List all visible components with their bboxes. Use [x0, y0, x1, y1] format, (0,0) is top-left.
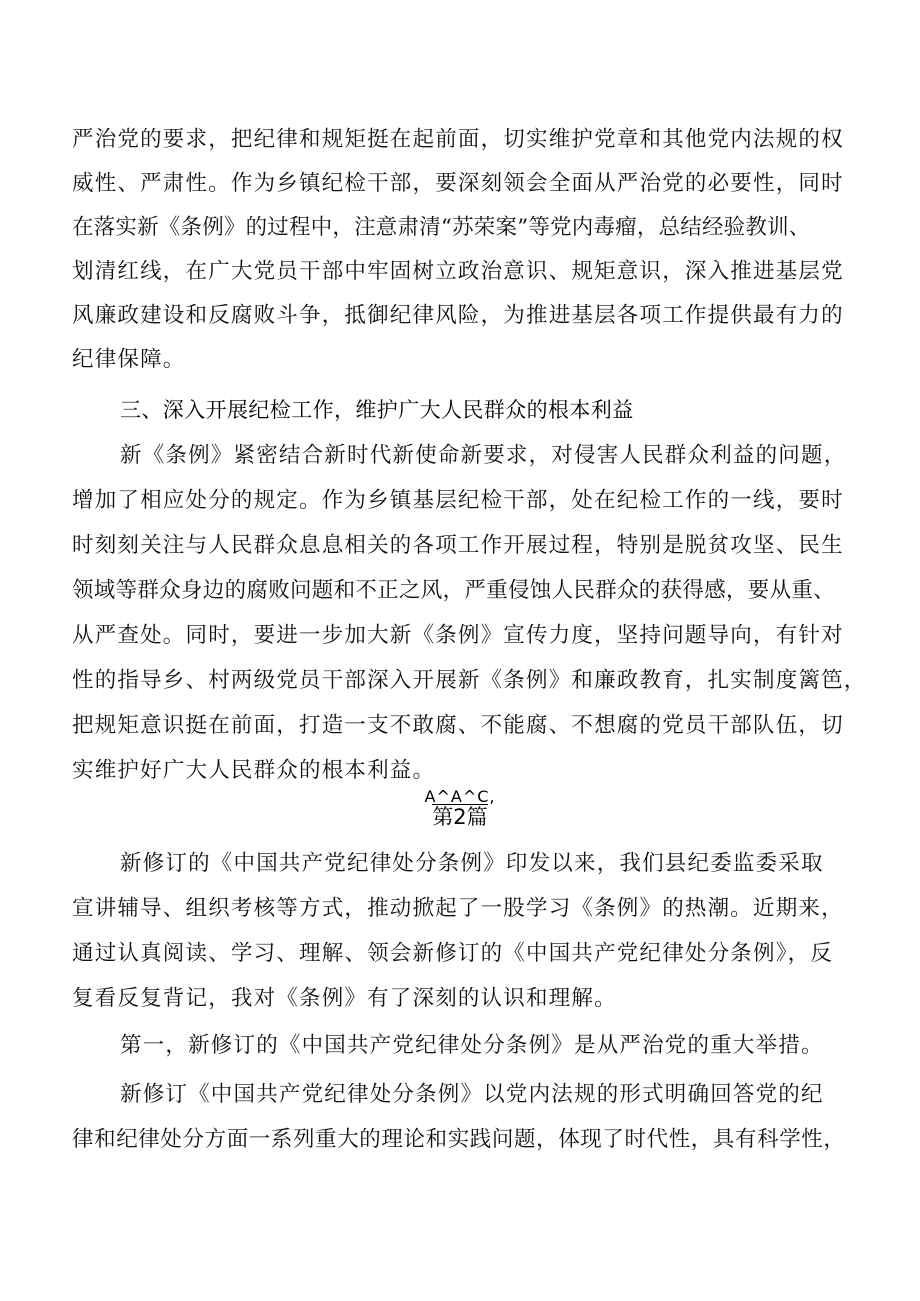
paragraph-2-line-1: 新《条例》紧密结合新时代新使命新要求，对侵害人民群众利益的问题，: [120, 443, 847, 468]
paragraph-1-line-2: 威性、严肃性。作为乡镇纪检干部，要深刻领会全面从严治党的必要性，同时: [72, 171, 844, 196]
paragraph-1-line-4: 划清红线，在广大党员干部中牢固树立政治意识、规矩意识，深入推进基层党: [72, 259, 844, 284]
section-title: 第2篇: [432, 805, 488, 829]
section-marker: A^A^C,: [424, 787, 496, 806]
section-title-block: [0, 787, 920, 830]
paragraph-1-line-6: 纪律保障。: [72, 347, 186, 372]
paragraph-4: 第一，新修订的《中国共产党纪律处分条例》是从严治党的重大举措。: [120, 1033, 824, 1058]
paragraph-3-line-4: 复看反复背记，我对《条例》有了深刻的认识和理解。: [72, 986, 617, 1011]
paragraph-2-line-7: 把规矩意识挺在前面，打造一支不敢腐、不能腐、不想腐的党员干部队伍，切: [72, 713, 844, 738]
paragraph-1-line-3: 在落实新《条例》的过程中，注意肃清“苏荣案”等党内毒瘤，总结经验教训、: [72, 215, 811, 240]
paragraph-2-line-8: 实维护好广大人民群众的根本利益。: [72, 758, 436, 783]
paragraph-1-line-5: 风廉政建设和反腐败斗争，抵御纪律风险，为推进基层各项工作提供最有力的: [72, 303, 844, 328]
paragraph-2-line-2: 增加了相应处分的规定。作为乡镇基层纪检干部，处在纪检工作的一线，要时: [72, 488, 844, 513]
paragraph-2-line-3: 时刻刻关注与人民群众息息相关的各项工作开展过程，特别是脱贫攻坚、民生: [72, 533, 844, 558]
paragraph-3-line-2: 宣讲辅导、组织考核等方式，推动掀起了一股学习《条例》的热潮。近期来，: [72, 896, 844, 921]
paragraph-1-line-1: 严治党的要求，把纪律和规矩挺在起前面，切实维护党章和其他党内法规的权: [72, 127, 844, 152]
paragraph-3-line-3: 通过认真阅读、学习、理解、领会新修订的《中国共产党纪律处分条例》，反: [72, 941, 834, 966]
section-heading-3: 三、深入开展纪检工作，维护广大人民群众的根本利益: [120, 398, 634, 422]
paragraph-3-line-1: 新修订的《中国共产党纪律处分条例》印发以来，我们县纪委监委采取: [120, 851, 824, 876]
paragraph-2-line-5: 从严查处。同时，要进一步加大新《条例》宣传力度，坚持问题导向，有针对: [72, 623, 844, 648]
paragraph-2-line-4: 领域等群众身边的腐败问题和不正之风，严重侵蚀人民群众的获得感，要从重、: [72, 578, 836, 603]
paragraph-5-line-1: 新修订《中国共产党纪律处分条例》以党内法规的形式明确回答党的纪: [120, 1082, 824, 1107]
paragraph-5-line-2: 律和纪律处分方面一系列重大的理论和实践问题，体现了时代性，具有科学性，: [72, 1127, 846, 1152]
paragraph-2-line-6: 性的指导乡、村两级党员干部深入开展新《条例》和廉政教育，扎实制度篱笆，: [72, 668, 867, 693]
